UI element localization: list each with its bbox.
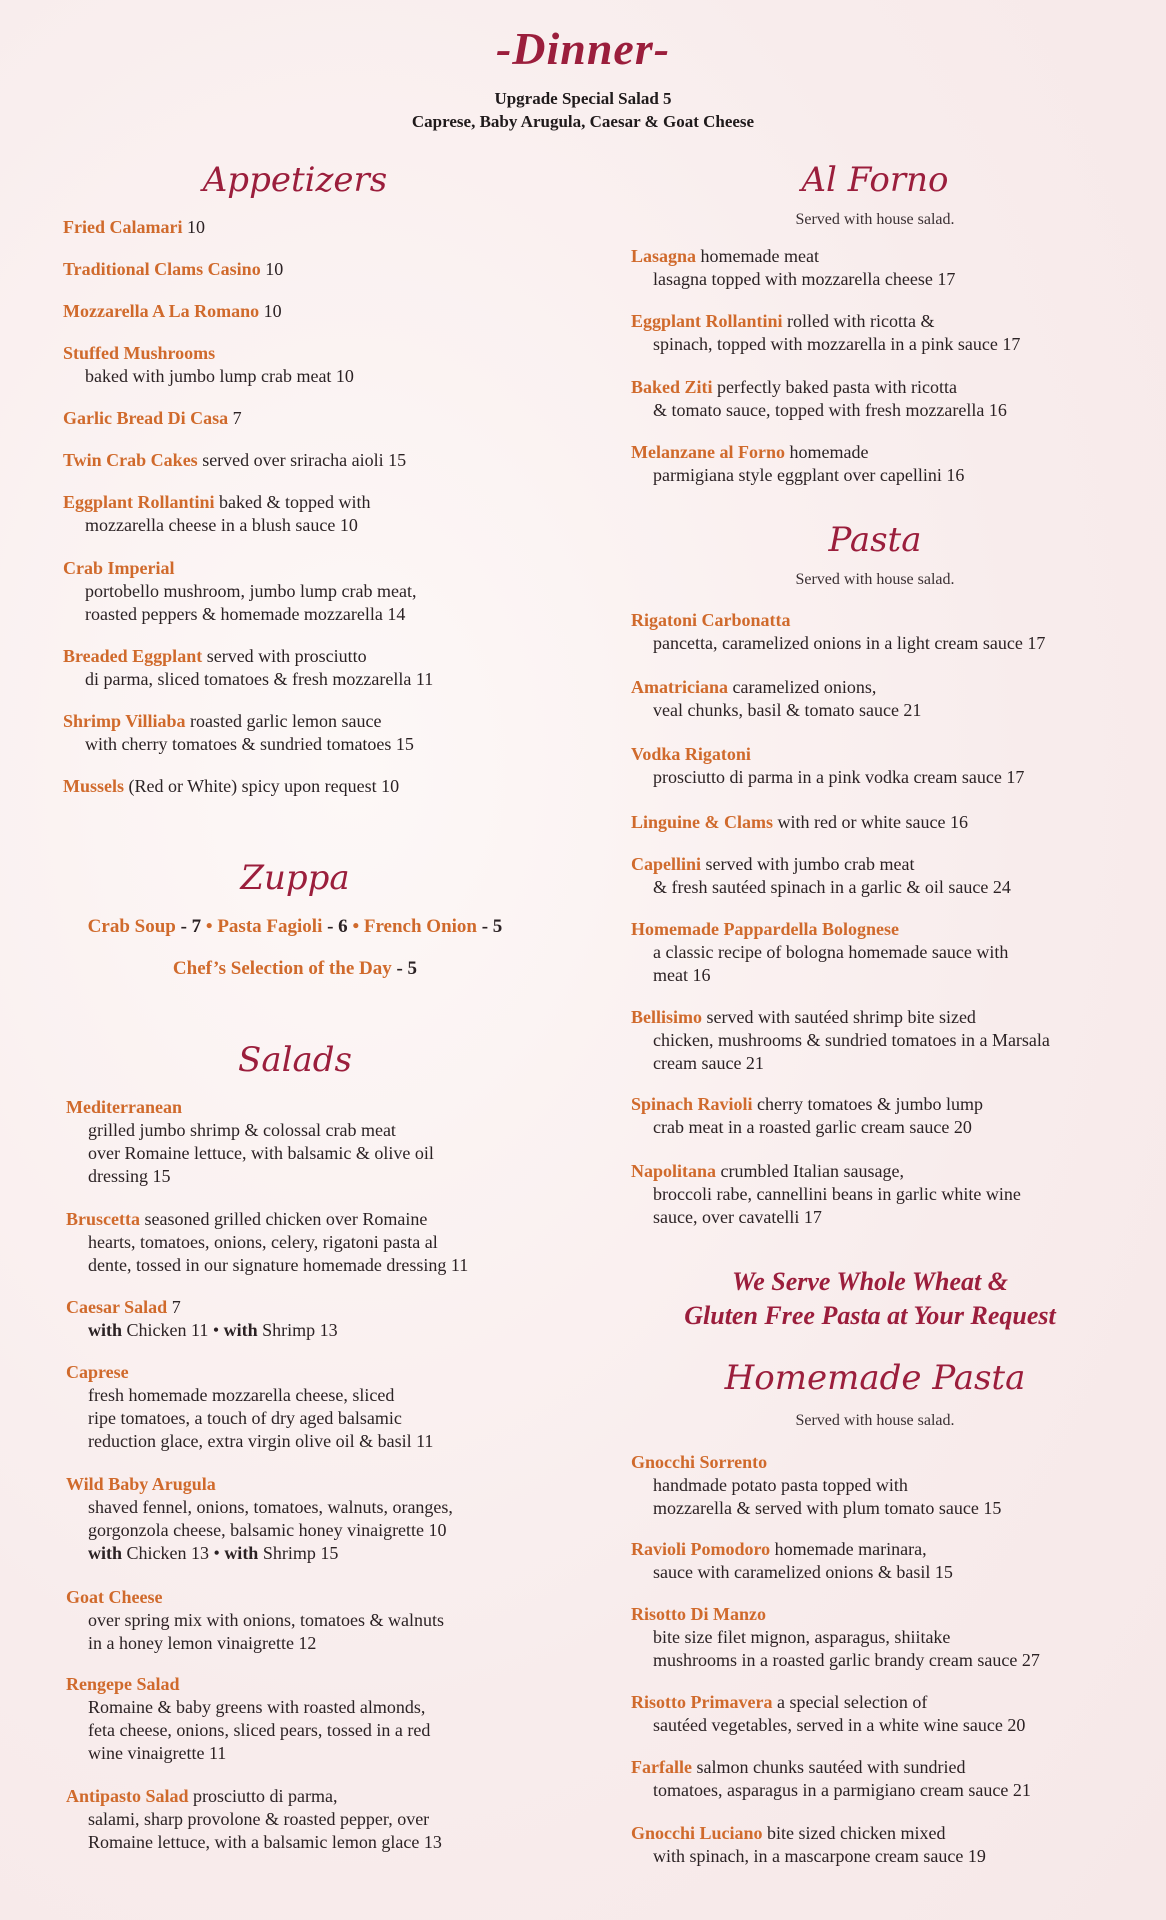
item-description: served with jumbo crab meat [701,854,915,874]
menu-item [631,1451,1001,1520]
item-description: served over sriracha aioli 15 [197,450,407,470]
menu-item [66,1673,430,1765]
item-name: Ravioli Pomodoro [631,1539,771,1559]
menu-item [631,743,1024,789]
item-price: 10 [260,259,284,279]
wheat-line-1: We Serve Whole Wheat & [732,1267,1008,1296]
item-description: homemade meat [696,246,819,266]
menu-item [631,1822,986,1868]
item-name: Fried Calamari [63,217,183,237]
item-name: Melanzane al Forno [631,442,785,462]
alforno-title: Al Forno [801,160,949,200]
item-description: served with sautéed shrimp bite sized [702,1007,976,1027]
item-description: roasted peppers & homemade mozzarella 14 [85,604,406,624]
item-description: bite size filet mignon, asparagus, shiitake [653,1627,951,1647]
item-description: homemade [784,442,869,462]
wheat-line-2: Gluten Free Pasta at Your Request [684,1301,1056,1330]
item-name: Stuffed Mushrooms [63,343,216,363]
item-description: chicken, mushrooms & sundried tomatoes in a Marsala [653,1030,1050,1050]
menu-item [631,853,1011,899]
item-name: Risotto Di Manzo [631,1604,766,1624]
item-description: rolled with ricotta & [782,311,935,331]
menu-item [631,1093,983,1139]
item-name: Baked Ziti [631,377,713,397]
item-name: Mussels [63,776,125,796]
menu-item [631,811,968,834]
menu-item [631,1756,1031,1802]
bullet: • [352,916,360,937]
item-description: mozzarella cheese in a blush sauce 10 [85,515,358,535]
item-price: 10 [259,301,282,321]
item-options [66,1542,453,1565]
menu-item [66,1208,468,1277]
item-description: meat 16 [653,965,711,985]
item-description: salami, sharp provolone & roasted pepper, over [88,1809,430,1829]
zuppa-line-2 [0,958,590,980]
item-description: cherry tomatoes & jumbo lump [752,1094,984,1114]
with-label: with [88,1320,123,1340]
item-description: baked & topped with [214,492,371,512]
item-name: Gnocchi Sorrento [631,1452,768,1472]
item-name: Shrimp Villiaba [63,711,186,731]
item-name: Eggplant Rollantini [631,311,783,331]
item-description: & tomato sauce, topped with fresh mozzarella 16 [653,400,1007,420]
item-name: Homemade Pappardella Bolognese [631,919,899,939]
item-name: Breaded Eggplant [63,646,203,666]
menu-item [66,1785,442,1854]
menu-item [63,491,371,537]
item-description: feta cheese, onions, sliced pears, tossed in a red [88,1720,431,1740]
pasta-served-note: Served with house salad. [795,571,955,588]
item-name: Antipasto Salad [66,1786,189,1806]
item-price: 10 [182,217,205,237]
item-description: baked with jumbo lump crab meat 10 [85,366,354,386]
item-name: Risotto Primavera [631,1692,773,1712]
menu-item [66,1361,433,1453]
with-label: with [88,1543,123,1563]
item-description: pancetta, caramelized onions in a light cream sauce 17 [653,633,1046,653]
menu-item [631,918,1008,987]
soup-name: Pasta Fagioli [212,916,323,937]
item-name: Amatriciana [631,677,728,697]
item-description: hearts, tomatoes, onions, celery, rigatoni pasta al [88,1232,438,1252]
item-name: Mediterranean [66,1097,182,1117]
item-description: fresh homemade mozzarella cheese, sliced [88,1385,395,1405]
item-description: sautéed vegetables, served in a white wine sauce 20 [653,1715,1026,1735]
menu-item [63,710,414,756]
item-description: a special selection of [772,1692,928,1712]
soup-name: Chef’s Selection of the Day [172,958,392,979]
item-description: shaved fennel, onions, tomatoes, walnuts, oranges, [88,1497,453,1517]
item-description: dente, tossed in our signature homemade dressing 11 [88,1255,469,1275]
item-name: Rengepe Salad [66,1674,180,1694]
item-name: Mozzarella A La Romano [63,301,260,321]
item-description: handmade potato pasta topped with [653,1475,908,1495]
upgrade-line-2: Caprese, Baby Arugula, Caesar & Goat Cheese [411,112,755,131]
soup-name: Crab Soup [87,916,176,937]
menu-item [66,1296,338,1342]
item-description: prosciutto di parma in a pink vodka cream sauce 17 [653,767,1025,787]
item-name: Caprese [66,1362,129,1382]
item-description: ripe tomatoes, a touch of dry aged balsamic [88,1408,402,1428]
soup-name: French Onion [359,916,477,937]
pasta-title: Pasta [828,520,922,560]
item-description: reduction glace, extra virgin olive oil & basil 11 [88,1431,434,1451]
item-name: Eggplant Rollantini [63,492,215,512]
option-chicken: Chicken 11 • [122,1320,224,1340]
menu-item [63,775,399,798]
item-description: veal chunks, basil & tomato sauce 21 [653,700,922,720]
menu-item [631,310,1020,356]
item-name: Vodka Rigatoni [631,744,751,764]
menu-item [631,441,964,487]
soup-price: - 7 [175,916,206,937]
soup-price: - 5 [391,958,418,979]
item-description: wine vinaigrette 11 [88,1743,227,1763]
menu-item [66,1586,444,1655]
menu-item [631,1160,1021,1229]
item-description: sauce with caramelized onions & basil 15 [653,1562,953,1582]
item-description: with cherry tomatoes & sundried tomatoes 15 [85,734,414,754]
salads-title: Salads [238,1040,352,1080]
item-name: Lasagna [631,246,697,266]
item-name: Farfalle [631,1757,692,1777]
item-name: Rigatoni Carbonatta [631,610,791,630]
item-price: 7 [167,1297,181,1317]
item-description: homemade marinara, [770,1539,927,1559]
item-description: seasoned grilled chicken over Romaine [139,1209,428,1229]
option-shrimp: Shrimp 13 [257,1320,338,1340]
item-description: Romaine & baby greens with roasted almonds, [88,1697,426,1717]
item-description: grilled jumbo shrimp & colossal crab meat [88,1120,396,1140]
item-description: perfectly baked pasta with ricotta [712,377,957,397]
item-description: with red or white sauce 16 [773,812,968,832]
menu-item [63,216,205,239]
item-description: Romaine lettuce, with a balsamic lemon glace 13 [88,1832,442,1852]
upgrade-note [0,87,1166,133]
item-name: Crab Imperial [63,558,175,578]
item-name: Linguine & Clams [631,812,774,832]
item-description: roasted garlic lemon sauce [185,711,382,731]
alforno-served-note: Served with house salad. [795,211,955,228]
menu-item [63,557,416,626]
menu-item [631,245,955,291]
menu-item [631,609,1045,655]
option-shrimp: Shrimp 15 [258,1543,339,1563]
item-description: prosciutto di parma, [188,1786,338,1806]
item-name: Twin Crab Cakes [63,450,198,470]
item-description: over Romaine lettuce, with balsamic & olive oil [88,1143,434,1163]
menu-item [66,1473,453,1565]
item-description: broccoli rabe, cannellini beans in garlic white wine [653,1184,1021,1204]
item-name: Garlic Bread Di Casa [63,408,229,428]
item-description: caramelized onions, [727,677,877,697]
item-description: cream sauce 21 [653,1053,764,1073]
menu-item [631,676,921,722]
item-description: crumbled Italian sausage, [716,1161,904,1181]
item-name: Traditional Clams Casino [63,259,261,279]
menu-item [63,645,433,691]
item-description: & fresh sautéed spinach in a garlic & oil sauce 24 [653,877,1011,897]
item-description: tomatoes, asparagus in a parmigiano cream sauce 21 [653,1780,1031,1800]
option-chicken: Chicken 13 • [122,1543,225,1563]
zuppa-title: Zuppa [240,858,350,898]
item-description: crab meat in a roasted garlic cream sauce 20 [653,1117,972,1137]
menu-item [63,449,406,472]
item-description: lasagna topped with mozzarella cheese 17 [653,269,956,289]
item-description: di parma, sliced tomatoes & fresh mozzarella 11 [85,669,434,689]
with-label: with [223,1320,258,1340]
item-description: (Red or White) spicy upon request 10 [124,776,400,796]
whole-wheat-note [620,1265,1120,1333]
menu-item [66,1096,434,1188]
item-description: bite sized chicken mixed [762,1823,946,1843]
item-description: mushrooms in a roasted garlic brandy cream sauce 27 [653,1650,1040,1670]
item-description: over spring mix with onions, tomatoes & walnuts [88,1610,444,1630]
item-description: a classic recipe of bologna homemade sauce with [653,942,1009,962]
soup-price: - 5 [476,916,503,937]
appetizers-title: Appetizers [202,160,388,200]
item-name: Gnocchi Luciano [631,1823,763,1843]
menu-item [631,1691,1025,1737]
item-description: served with prosciutto [202,646,367,666]
menu-item [631,376,1007,422]
menu-item [63,407,242,430]
item-name: Bellisimo [631,1007,702,1027]
bullet: • [205,916,213,937]
item-options [66,1319,338,1342]
item-description: sauce, over cavatelli 17 [653,1207,822,1227]
menu-item [63,342,354,388]
item-description: dressing 15 [88,1166,171,1186]
homemade-served-note: Served with house salad. [795,1412,955,1429]
item-price: 7 [228,408,242,428]
item-description: parmigiana style eggplant over capellini 16 [653,465,965,485]
menu-item [63,300,282,323]
item-description: salmon chunks sautéed with sundried [691,1757,966,1777]
item-name: Bruscetta [66,1209,140,1229]
page-title: -Dinner- [495,23,671,74]
item-name: Spinach Ravioli [631,1094,753,1114]
homemade-pasta-title: Homemade Pasta [724,1358,1026,1398]
upgrade-line-1: Upgrade Special Salad 5 [494,89,672,108]
soup-price: - 6 [322,916,353,937]
item-name: Wild Baby Arugula [66,1474,216,1494]
item-description: with spinach, in a mascarpone cream sauce 19 [653,1846,986,1866]
menu-item [63,258,283,281]
with-label: with [224,1543,259,1563]
item-description: spinach, topped with mozzarella in a pink sauce 17 [653,334,1021,354]
menu-item [631,1538,953,1584]
item-description: gorgonzola cheese, balsamic honey vinaigrette 10 [88,1520,447,1540]
menu-item [631,1006,1050,1075]
item-description: portobello mushroom, jumbo lump crab meat, [85,581,417,601]
item-name: Goat Cheese [66,1587,163,1607]
item-name: Caesar Salad [66,1297,168,1317]
item-description: in a honey lemon vinaigrette 12 [88,1633,317,1653]
menu-item [631,1603,1040,1672]
item-description: mozzarella & served with plum tomato sauce 15 [653,1498,1002,1518]
item-name: Napolitana [631,1161,717,1181]
zuppa-line-1 [0,916,590,938]
item-name: Capellini [631,854,702,874]
